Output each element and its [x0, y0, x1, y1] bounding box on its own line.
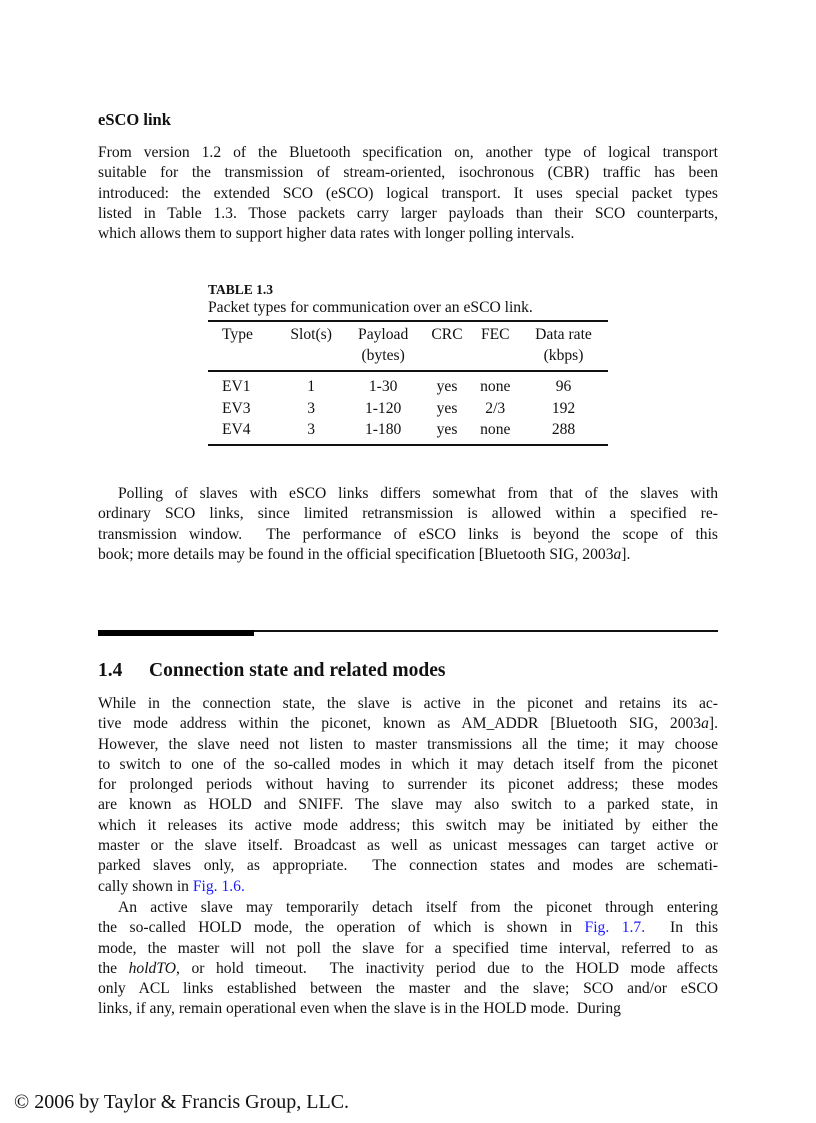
table-cell: yes	[436, 421, 458, 438]
table-row	[208, 419, 608, 445]
text-span: master or the slave itself. Broadcast as well as unicast messages can target active or	[98, 837, 718, 855]
text-line	[98, 836, 718, 856]
figure-link[interactable]: Fig. 1.6.	[192, 877, 245, 895]
table-cell: 1	[307, 378, 316, 395]
text-span: to switch to one of the so-called modes in which it may detach itself from the piconet	[98, 755, 718, 773]
table-cell: 96	[555, 378, 572, 395]
text-line	[98, 714, 718, 734]
text-line	[98, 877, 718, 897]
paragraph-esco-intro	[98, 143, 718, 244]
table-caption: Packet types for communication over an eSCO link.	[208, 299, 533, 316]
text-line	[98, 484, 718, 504]
text-line	[98, 898, 718, 918]
text-line	[98, 795, 718, 815]
text-line: listed in Table 1.3. Those packets carry larger payloads than their SCO counterparts,	[98, 204, 718, 222]
text-line: introduced: the extended SCO (eSCO) logical transport. It uses special packet types	[98, 184, 718, 202]
paragraph-hold-mode	[98, 898, 718, 1020]
section-divider	[98, 630, 718, 632]
text-span: Polling of slaves with eSCO links differs somewhat from that of the slaves with	[118, 485, 718, 502]
italic-text: holdTO	[128, 959, 176, 977]
table-cell: 1-180	[364, 421, 402, 438]
text-span: cally shown in	[98, 877, 193, 895]
text-line	[98, 755, 718, 775]
table-row	[208, 371, 608, 398]
packet-types-table	[208, 320, 608, 446]
table-cell: 3	[307, 421, 316, 438]
table-header-row	[208, 321, 608, 345]
text-span: are known as HOLD and SNIFF. The slave may also switch to a parked state, in	[98, 796, 718, 814]
text-span: However, the slave need not listen to master transmissions all the time; it may choose	[98, 735, 718, 753]
text-span: mode, the master will not poll the slave for a specified time interval, referred to as	[98, 939, 718, 957]
text-span: book; more details may be found in the official specification [Bluetooth SIG, 2003	[98, 545, 614, 563]
text-span: An active slave may temporarily detach itself from the piconet through entering	[118, 899, 718, 916]
column-header: FEC	[480, 326, 510, 343]
table-cell: 3	[307, 399, 316, 417]
subsection-title: eSCO link	[98, 110, 171, 129]
table-cell: yes	[436, 378, 458, 395]
column-header: CRC	[431, 326, 463, 343]
table-header-row	[208, 345, 608, 371]
text-span: ].	[621, 545, 631, 563]
italic-text: a	[613, 545, 622, 563]
italic-text: a	[701, 715, 709, 733]
table-cell: yes	[436, 399, 458, 417]
text-span: ].	[708, 715, 718, 733]
text-span: only ACL links established between the master and the slave; SCO and/or eSCO	[98, 980, 718, 998]
text-line	[98, 918, 718, 938]
text-line: suitable for the transmission of stream-oriented, isochronous (CBR) traffic has been	[98, 164, 718, 182]
column-header: Slot(s)	[290, 326, 332, 343]
text-span: the	[98, 959, 129, 977]
section-title: Connection state and related modes	[149, 660, 446, 681]
column-header: Data rate	[535, 326, 592, 343]
copyright-footer: © 2006 by Taylor & Francis Group, LLC.	[14, 1091, 350, 1113]
section-number: 1.4	[98, 660, 123, 681]
table-cell: none	[480, 421, 511, 438]
column-header: Type	[222, 326, 253, 343]
text-span: for prolonged periods without having to surrender its piconet address; these modes	[98, 776, 718, 794]
text-span: While in the connection state, the slave is active in the piconet and retains its ac-	[98, 695, 718, 712]
column-header	[279, 345, 344, 371]
text-span: which it releases its active mode address; this switch may be initiated by either the	[98, 816, 718, 834]
column-header	[208, 345, 279, 371]
text-line	[98, 939, 718, 959]
text-line	[98, 735, 718, 755]
table-cell: EV3	[222, 399, 251, 417]
text-span: In this	[645, 919, 719, 937]
table-cell: 1-30	[368, 378, 398, 395]
table-cell: EV4	[222, 421, 251, 438]
text-line	[98, 545, 718, 565]
column-header	[471, 345, 519, 371]
table-cell: 288	[551, 421, 576, 438]
text-line	[98, 504, 718, 524]
text-span: transmission window. The performance of eSCO links is beyond the scope of this	[98, 525, 718, 543]
text-line	[98, 999, 718, 1019]
table-cell: 192	[551, 399, 576, 417]
table-row	[208, 398, 608, 420]
text-span: links, if any, remain operational even when the slave is in the HOLD mode. During	[98, 1000, 621, 1018]
text-line	[98, 959, 718, 979]
text-line	[98, 694, 718, 714]
text-line	[98, 775, 718, 795]
text-span: tive mode address within the piconet, known as AM_ADDR [Bluetooth SIG, 2003	[98, 715, 702, 733]
table-cell: none	[480, 378, 511, 395]
text-line: From version 1.2 of the Bluetooth specification on, another type of logical transport	[98, 144, 718, 161]
paragraph-esco-polling	[98, 484, 718, 565]
text-span: , or hold timeout. The inactivity period due to the HOLD mode affects	[176, 959, 718, 977]
table-label: TABLE 1.3	[208, 282, 274, 297]
text-line	[98, 979, 718, 999]
figure-link[interactable]: Fig. 1.7.	[584, 919, 646, 937]
text-line: which allows them to support higher data rates with longer polling intervals.	[98, 225, 575, 243]
paragraph-connection-state	[98, 694, 718, 897]
column-header: Payload	[358, 326, 409, 343]
text-span: ordinary SCO links, since limited retransmission is allowed within a specified re-	[98, 505, 718, 523]
table-cell: 2/3	[485, 399, 506, 417]
table-cell: 1-120	[364, 399, 402, 417]
column-header: (kbps)	[543, 347, 584, 364]
text-span: the so-called HOLD mode, the operation of which is shown in	[98, 919, 585, 937]
text-line	[98, 856, 718, 876]
section-divider-accent	[98, 630, 254, 636]
section-heading	[98, 660, 445, 682]
column-header: (bytes)	[361, 347, 405, 364]
text-span: parked slaves only, as appropriate. The connection states and modes are schemati-	[98, 857, 718, 875]
text-line	[98, 525, 718, 545]
column-header	[423, 345, 472, 371]
text-line	[98, 816, 718, 836]
table-1-3	[208, 281, 608, 446]
table-cell: EV1	[222, 378, 251, 395]
